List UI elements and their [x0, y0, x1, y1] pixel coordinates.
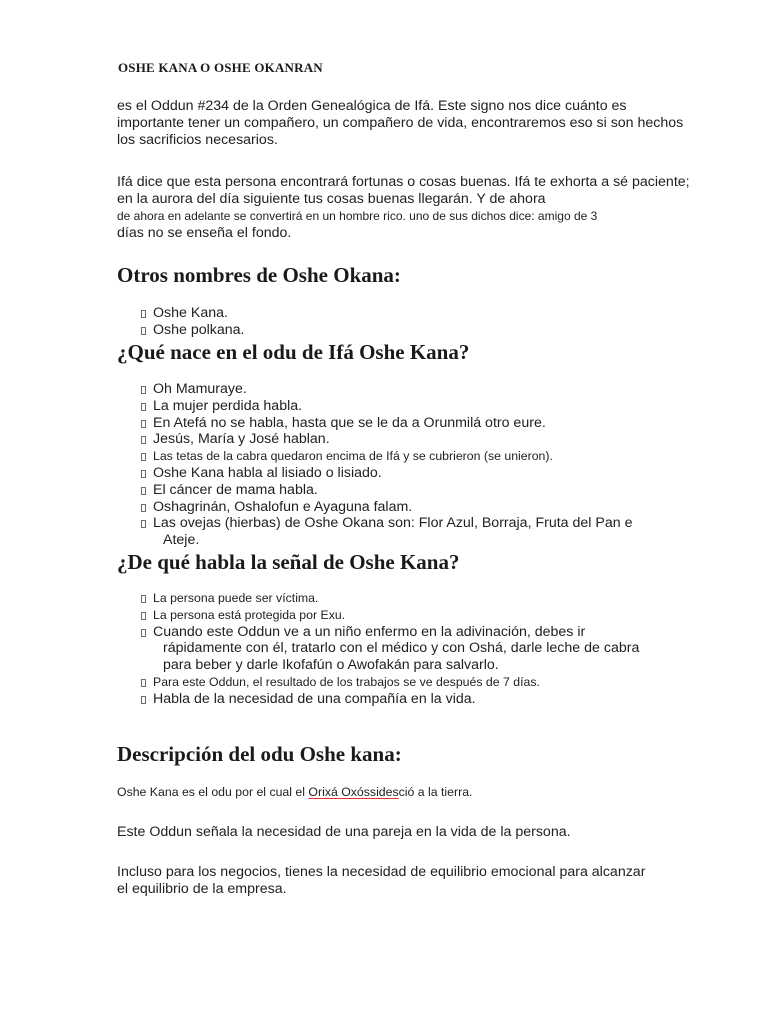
- bullet-icon: [141, 696, 146, 704]
- intro-paragraph-2-line-1: Ifá dice que esta persona encontrará fortunas o cosas buenas. Ifá te exhorta a sé paciente; en la aurora del día siguiente tus cosas buenas llegarán. Y de ahora: [117, 174, 690, 207]
- description-paragraph-3: Incluso para los negocios, tienes la necesidad de equilibrio emocional para alcanzar el equilibrio de la empresa.: [117, 864, 646, 897]
- list-item: Oshe polkana.: [141, 322, 661, 339]
- document-title: OSHE KANA O OSHE OKANRAN: [118, 60, 323, 75]
- bullet-icon: [141, 470, 146, 478]
- description-paragraph-1: Oshe Kana es el odu por el cual el Orixá Oxóssidesció a la tierra.: [117, 785, 473, 799]
- bullet-icon: [141, 327, 146, 335]
- bullet-icon: [141, 612, 146, 620]
- bullet-icon: [141, 386, 146, 394]
- description-paragraph-2: Este Oddun señala la necesidad de una pareja en la vida de la persona.: [117, 824, 571, 840]
- list-item: Las ovejas (hierbas) de Oshe Okana son: Flor Azul, Borraja, Fruta del Pan e Ateje.: [141, 515, 653, 549]
- bullet-icon: [141, 520, 146, 528]
- intro-paragraph-2-line-3: días no se enseña el fondo.: [117, 225, 292, 241]
- list-item: La mujer perdida habla.: [141, 398, 661, 415]
- list-item: Cuando este Oddun ve a un niño enfermo en la adivinación, debes ir rápidamente con él, tratarlo con el médico y con Oshá, darle leche de cabra para beber y darle Ikofafún o Awofakán para salvarlo.: [141, 624, 653, 674]
- list-item: Las tetas de la cabra quedaron encima de Ifá y se cubrieron (se unieron).: [141, 448, 661, 465]
- list-item: La persona está protegida por Exu.: [141, 607, 661, 624]
- signal-speaks-list: [141, 590, 661, 708]
- list-item: Jesús, María y José hablan.: [141, 431, 661, 448]
- bullet-icon: [141, 629, 146, 637]
- list-item: En Atefá no se habla, hasta que se le da a Orunmilá otro eure.: [141, 415, 661, 432]
- orixa-oxosside-link[interactable]: Orixá Oxóssides: [308, 785, 399, 799]
- bullet-icon: [141, 310, 146, 318]
- list-item: Habla de la necesidad de una compañía en la vida.: [141, 691, 661, 708]
- section-heading-de-que-habla: ¿De qué habla la señal de Oshe Kana?: [117, 550, 460, 574]
- intro-paragraph-2: [117, 174, 697, 242]
- bullet-icon: [141, 679, 146, 687]
- list-item: Oh Mamuraye.: [141, 381, 661, 398]
- section-heading-que-nace: ¿Qué nace en el odu de Ifá Oshe Kana?: [117, 340, 470, 364]
- born-in-odu-list: [141, 381, 661, 549]
- bullet-icon: [141, 436, 146, 444]
- list-item: La persona puede ser víctima.: [141, 590, 661, 607]
- section-heading-otros-nombres: Otros nombres de Oshe Okana:: [117, 263, 401, 287]
- bullet-icon: [141, 453, 146, 461]
- bullet-icon: [141, 487, 146, 495]
- bullet-icon: [141, 403, 146, 411]
- section-heading-descripcion: Descripción del odu Oshe kana:: [117, 742, 402, 766]
- list-item: Oshe Kana.: [141, 305, 661, 322]
- bullet-icon: [141, 504, 146, 512]
- bullet-icon: [141, 420, 146, 428]
- intro-paragraph-1: es el Oddun #234 de la Orden Genealógica de Ifá. Este signo nos dice cuánto es importante tener un compañero, un compañero de vida, encontraremos eso si son hechos los sacrificios necesarios.: [117, 98, 684, 148]
- list-item: Oshagrinán, Oshalofun e Ayaguna falam.: [141, 499, 661, 516]
- list-item: Para este Oddun, el resultado de los trabajos se ve después de 7 días.: [141, 674, 661, 691]
- list-item: Oshe Kana habla al lisiado o lisiado.: [141, 465, 661, 482]
- intro-paragraph-2-line-2: de ahora en adelante se convertirá en un hombre rico. uno de sus dichos dice: amigo de 3: [117, 209, 598, 223]
- bullet-icon: [141, 595, 146, 603]
- list-item: El cáncer de mama habla.: [141, 482, 661, 499]
- other-names-list: [141, 305, 661, 339]
